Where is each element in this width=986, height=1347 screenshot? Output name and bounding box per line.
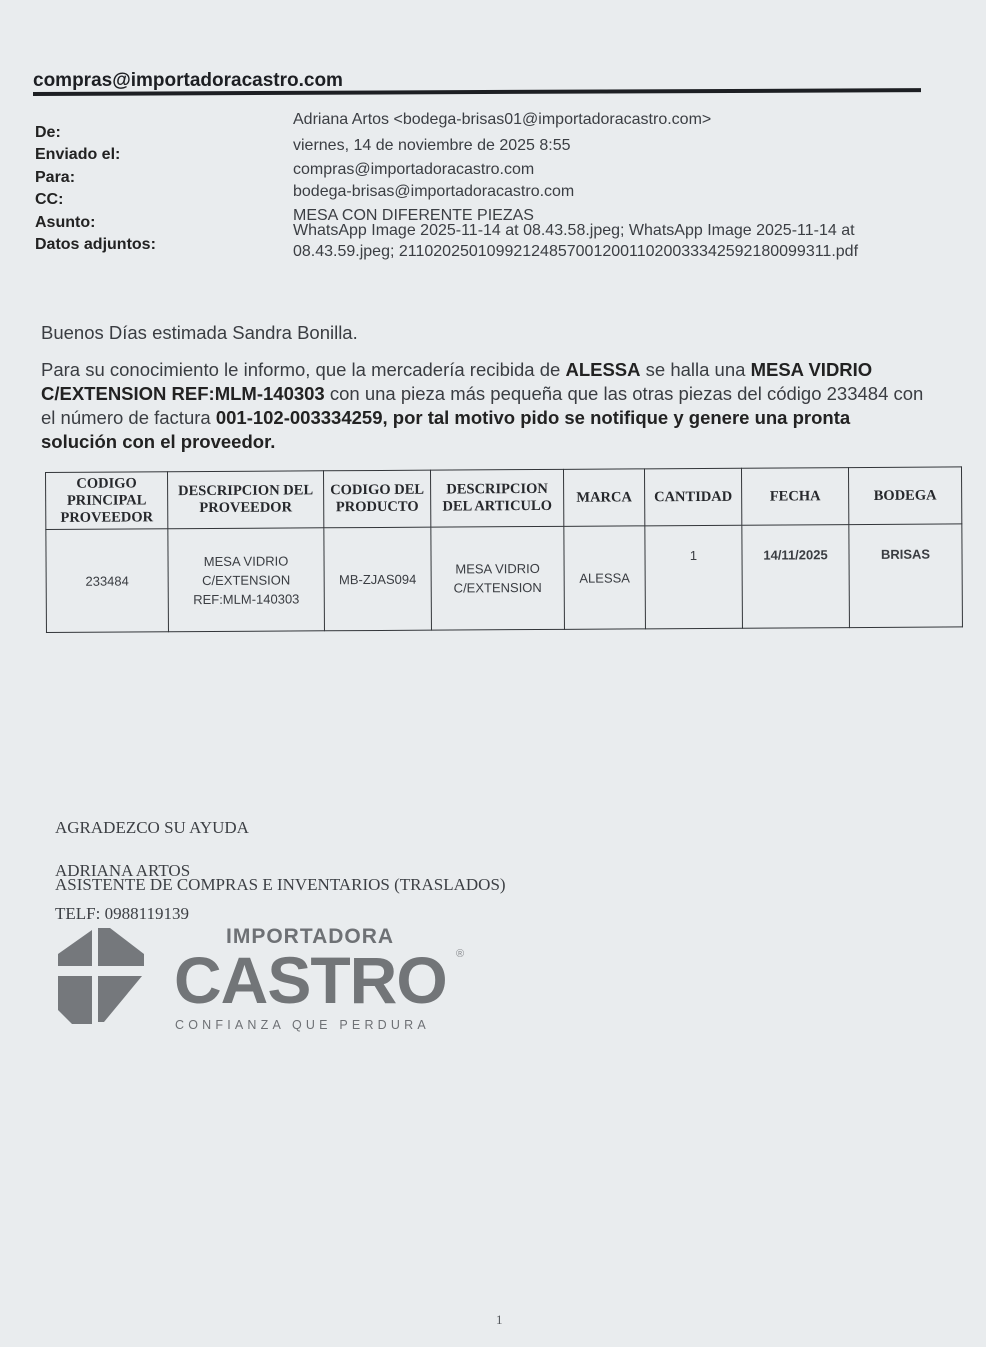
cell-brand: ALESSA [564,526,646,629]
from-label: De: [35,124,61,141]
attachments-value [293,220,858,262]
mailbox-header: compras@importadoracastro.com [33,70,343,91]
greeting: Buenos Días estimada Sandra Bonilla. [41,322,358,343]
body-text-c: con una pieza más pequeña que las otras piezas del código 233484 con el número de factura [41,383,924,428]
subject-value: MESA CON DIFERENTE PIEZAS [293,207,534,224]
col-header-brand: MARCA [563,469,644,526]
signer-name: ADRIANA ARTOS [55,861,191,880]
col-header-supplier-description: DESCRIPCION DEL PROVEEDOR [168,471,324,529]
thanks-line: AGRADEZCO SU AYUDA [55,818,249,837]
brand-name: ALESSA [565,359,641,380]
signer-role: ASISTENTE DE COMPRAS E INVENTARIOS (TRASLADOS) [55,875,506,894]
attachments-line-1: WhatsApp Image 2025-11-14 at 08.43.58.jpeg; WhatsApp Image 2025-11-14 at [293,222,855,239]
cell-date: 14/11/2025 [742,525,850,629]
sent-value: viernes, 14 de noviembre de 2025 8:55 [293,137,571,154]
table-header-row [46,467,962,530]
cell-supplier-code: 233484 [46,529,169,633]
from-value: Adriana Artos <bodega-brisas01@importadoracastro.com> [293,111,712,128]
body-text-a: Para su conocimiento le informo, que la mercadería recibida de [41,359,566,380]
cell-supplier-description: MESA VIDRIO C/EXTENSION REF:MLM-140303 [168,528,325,632]
castro-logo-icon [54,924,148,1028]
col-header-article-description: DESCRIPCION DEL ARTICULO [430,469,563,527]
items-table [45,466,963,633]
logo-registered-mark: ® [456,948,465,960]
cell-article-description: MESA VIDRIO C/EXTENSION [431,526,565,630]
col-header-quantity: CANTIDAD [644,468,741,526]
cell-quantity: 1 [645,525,743,629]
body-paragraph [41,358,931,454]
col-header-date: FECHA [741,468,848,526]
cell-warehouse: BRISAS [849,524,963,628]
page-number: 1 [496,1312,503,1327]
body-text-d: , por tal motivo pido se notifique y genere una pronta solución con el proveedor. [41,407,851,452]
attachments-label: Datos adjuntos: [35,236,156,253]
subject-label: Asunto: [35,214,96,231]
logo-brand-main: CASTRO [174,943,447,1017]
to-value: compras@importadoracastro.com [293,161,535,178]
to-label: Para: [35,169,76,186]
sent-label: Enviado el: [35,146,121,163]
cc-value: bodega-brisas@importadoracastro.com [293,183,575,200]
invoice-number: 001-102-003334259 [215,407,383,428]
table-row [46,524,963,633]
attachments-line-2: 08.43.59.jpeg; 2110202501099212485700120011020033342592180099311.pdf [293,243,859,260]
col-header-warehouse: BODEGA [848,467,961,525]
product-name: MESA VIDRIO C/EXTENSION REF:MLM-140303 [41,359,873,404]
logo-tagline: CONFIANZA QUE PERDURA [175,1018,430,1032]
col-header-product-code: CODIGO DEL PRODUCTO [323,470,430,528]
body-text-b: se halla una [640,359,751,380]
cc-label: CC: [35,191,64,208]
col-header-supplier-code: CODIGO PRINCIPAL PROVEEDOR [46,472,168,530]
logo-brand-top: IMPORTADORA [226,925,395,948]
signer-phone: TELF: 0988119139 [55,904,189,923]
cell-product-code: MB-ZJAS094 [324,527,432,631]
